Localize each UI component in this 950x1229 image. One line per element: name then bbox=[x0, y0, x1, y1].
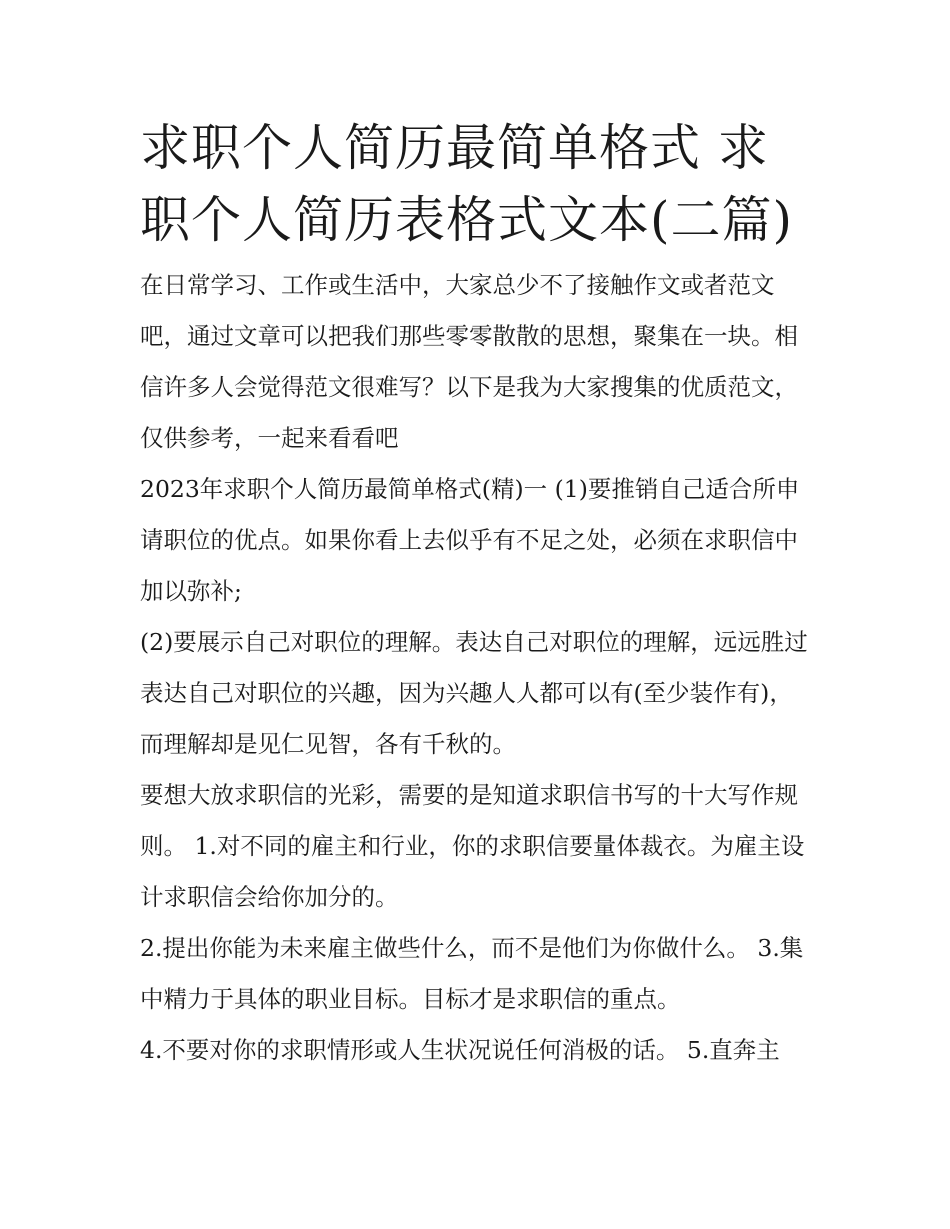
paragraph-rules-4-5: 4.不要对你的求职情形或人生状况说任何消极的话。 5.直奔主 bbox=[140, 1036, 780, 1064]
paragraph-rule-2: (2)要展示自己对职位的理解。表达自己对职位的理解，远远胜过表达自己对职位的兴趣，因为兴趣人人都可以有(至少装作有)，而理解却是见仁见智，各有千秋的。 bbox=[140, 628, 808, 758]
paragraph-rules-2-3: 2.提出你能为未来雇主做些什么，而不是他们为你做什么。 3.集中精力于具体的职业目标。目标才是求职信的重点。 bbox=[140, 934, 804, 1013]
paragraph-ten-rules: 要想大放求职信的光彩，需要的是知道求职信书写的十大写作规则。 1.对不同的雇主和行业，你的求职信要量体裁衣。为雇主设计求职信会给你加分的。 bbox=[140, 781, 805, 911]
paragraph-rule-1: 2023年求职个人简历最简单格式(精)一 (1)要推销自己适合所申请职位的优点。如果你看上去似乎有不足之处，必须在求职信中加以弥补; bbox=[140, 475, 800, 605]
paragraph-intro: 在日常学习、工作或生活中，大家总少不了接触作文或者范文吧，通过文章可以把我们那些零零散散的思想，聚集在一块。相信许多人会觉得范文很难写？以下是我为大家搜集的优质范文，仅供参考，一起来看看吧 bbox=[140, 271, 798, 452]
document-page bbox=[140, 112, 815, 1076]
document-title: 求职个人简历最简单格式 求职个人简历表格式文本(二篇) bbox=[140, 119, 794, 249]
